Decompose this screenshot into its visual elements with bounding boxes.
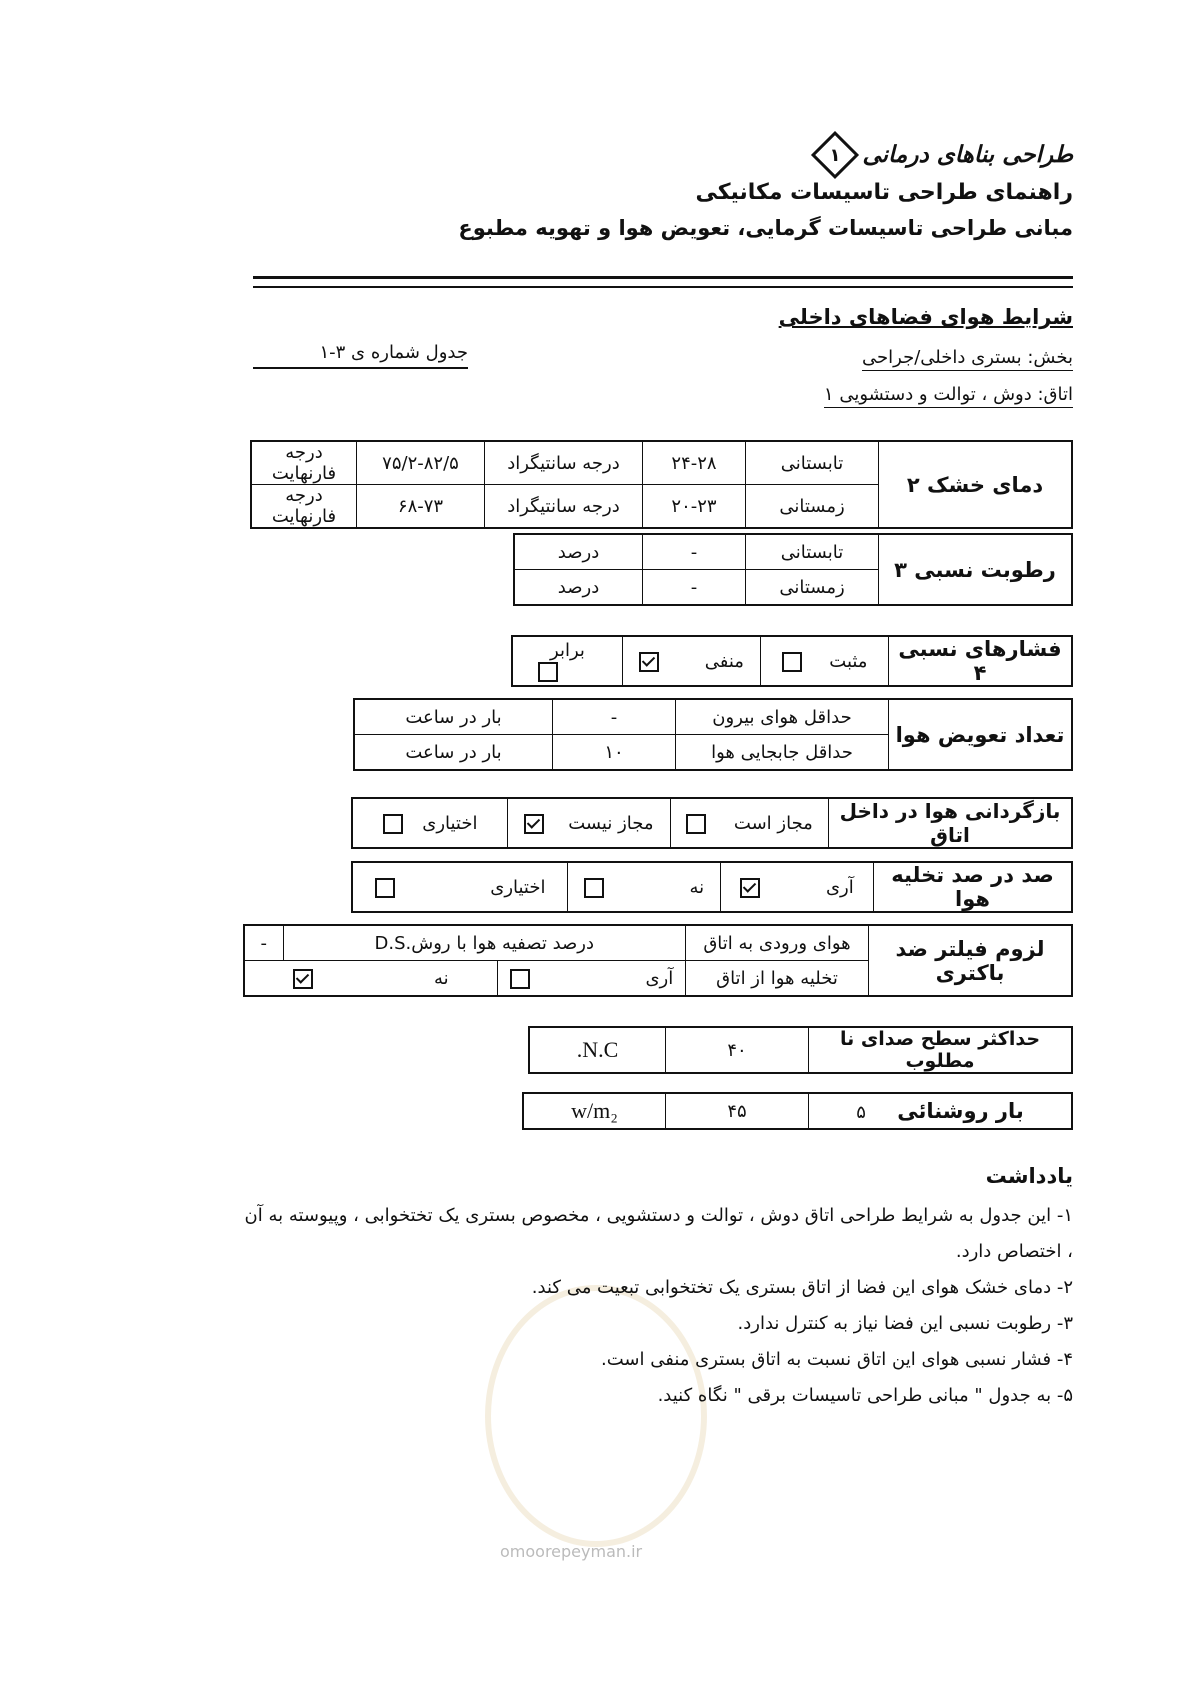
option-label: آری bbox=[645, 967, 674, 989]
option-label: نه bbox=[689, 876, 705, 898]
fahrenheit-unit: درجه فارنهایت bbox=[251, 485, 357, 529]
table-row bbox=[352, 862, 1072, 912]
humidity-table bbox=[513, 533, 1073, 606]
subject-title: مبانی طراحی تاسیسات گرمایی، تعویض هوا و تهویه مطبوع bbox=[458, 216, 1073, 240]
season-cell: تابستانی bbox=[746, 441, 879, 485]
exhaust-table bbox=[351, 861, 1073, 913]
filter-supply-value: - bbox=[244, 925, 283, 961]
fahrenheit-unit: درجه فارنهایت bbox=[251, 441, 357, 485]
noise-label: حداکثر سطح صدای نا مطلوب bbox=[809, 1027, 1073, 1073]
checkbox-icon[interactable] bbox=[383, 814, 403, 834]
humidity-value: - bbox=[643, 534, 746, 570]
filter-exhaust: تخلیه هوا از اتاق bbox=[686, 961, 869, 997]
note-item: ۴- فشار نسبی هوای این اتاق نسبت به اتاق بستری منفی است. bbox=[601, 1349, 1073, 1370]
option-label: منفی bbox=[704, 650, 744, 672]
lighting-note-ref: ۵ bbox=[856, 1102, 866, 1123]
air-changes-table bbox=[353, 698, 1073, 771]
pressure-table bbox=[511, 635, 1073, 687]
fahrenheit-value: ۷۵/۲-۸۲/۵ bbox=[357, 441, 485, 485]
note-item: ۵- به جدول " مبانی طراحی تاسیسات برقی " نگاه کنید. bbox=[657, 1385, 1073, 1406]
filter-label: لزوم فیلتر ضد باکتری bbox=[869, 925, 1073, 996]
filter-option-yes bbox=[498, 961, 686, 997]
checkbox-icon[interactable] bbox=[584, 878, 604, 898]
lighting-unit: w/m₂ bbox=[523, 1093, 666, 1129]
table-row bbox=[514, 534, 1072, 570]
exhaust-option-yes bbox=[721, 862, 874, 912]
lighting-label: بار روشنائی bbox=[897, 1099, 1024, 1123]
humidity-unit: درصد bbox=[514, 570, 643, 606]
note-item: ۳- رطوبت نسبی این فضا نیاز به کنترل ندارد. bbox=[737, 1313, 1073, 1334]
air-change-value: ۱۰ bbox=[553, 735, 676, 771]
air-change-unit: بار در ساعت bbox=[354, 699, 553, 735]
air-change-unit: بار در ساعت bbox=[354, 735, 553, 771]
pressure-option-negative bbox=[623, 636, 761, 686]
room-label: اتاق: دوش ، توالت و دستشویی ۱ bbox=[824, 384, 1073, 408]
celsius-value: ۲۴-۲۸ bbox=[643, 441, 746, 485]
table-row bbox=[352, 798, 1072, 848]
watermark-text: omoorepeyman.ir bbox=[500, 1542, 643, 1561]
humidity-value: - bbox=[643, 570, 746, 606]
exhaust-option-no bbox=[568, 862, 721, 912]
filter-table bbox=[243, 924, 1073, 997]
note-item: ۱- این جدول به شرایط طراحی اتاق دوش ، توالت و دستشویی ، مخصوص بستری یک تختخوابی ، وپیوسته به آن ، اختصاص دارد. bbox=[244, 1205, 1073, 1262]
lighting-value: ۴۵ bbox=[666, 1093, 809, 1129]
season-cell: زمستانی bbox=[746, 570, 879, 606]
book-title bbox=[804, 138, 1073, 172]
option-label: اختیاری bbox=[490, 876, 546, 898]
humidity-unit: درصد bbox=[514, 534, 643, 570]
noise-value: ۴۰ bbox=[666, 1027, 809, 1073]
fahrenheit-value: ۶۸-۷۳ bbox=[357, 485, 485, 529]
table-row bbox=[244, 925, 1072, 961]
checkbox-icon[interactable] bbox=[375, 878, 395, 898]
dry-temp-label: دمای خشک ۲ bbox=[879, 441, 1073, 528]
table-row bbox=[512, 636, 1072, 686]
checked-checkbox-icon[interactable] bbox=[740, 878, 760, 898]
table-number: جدول شماره ی ۳-۱ bbox=[253, 342, 468, 369]
checked-checkbox-icon[interactable] bbox=[293, 969, 313, 989]
humidity-label: رطوبت نسبی ۳ bbox=[879, 534, 1073, 605]
notes-section bbox=[243, 1158, 1073, 1414]
option-label: آری bbox=[825, 876, 854, 898]
checkbox-icon[interactable] bbox=[538, 662, 558, 682]
section-title: شرایط هوای فضاهای داخلی bbox=[778, 305, 1073, 329]
book-number-badge bbox=[811, 131, 859, 179]
pressure-option-equal bbox=[512, 636, 623, 686]
season-cell: تابستانی bbox=[746, 534, 879, 570]
celsius-value: ۲۰-۲۳ bbox=[643, 485, 746, 529]
lighting-label-cell bbox=[809, 1093, 1073, 1129]
noise-unit: N.C. bbox=[529, 1027, 666, 1073]
header-rule bbox=[253, 276, 1073, 288]
exhaust-label: صد در صد تخلیه هوا bbox=[874, 862, 1073, 912]
air-change-name: حداقل هوای بیرون bbox=[676, 699, 889, 735]
dry-temp-table bbox=[250, 440, 1073, 529]
book-title-text: طراحی بناهای درمانی bbox=[862, 142, 1073, 168]
option-label: مثبت bbox=[829, 650, 868, 672]
department-label: بخش: بستری داخلی/جراحی bbox=[862, 347, 1073, 371]
table-row bbox=[529, 1027, 1072, 1073]
recirc-option-allowed bbox=[671, 798, 829, 848]
table-row bbox=[251, 441, 1072, 485]
option-label: نه bbox=[434, 967, 449, 989]
option-label: مجاز است bbox=[733, 812, 813, 834]
noise-table bbox=[528, 1026, 1073, 1074]
recirc-option-optional bbox=[352, 798, 508, 848]
checked-checkbox-icon[interactable] bbox=[639, 652, 659, 672]
recirculation-table bbox=[351, 797, 1073, 849]
book-number: ۱ bbox=[829, 144, 841, 166]
air-change-name: حداقل جابجایی هوا bbox=[676, 735, 889, 771]
lighting-table bbox=[522, 1092, 1073, 1130]
air-changes-label: تعداد تعویض هوا bbox=[889, 699, 1073, 770]
option-label: مجاز نیست bbox=[568, 812, 654, 834]
celsius-unit: درجه سانتیگراد bbox=[485, 441, 643, 485]
exhaust-option-optional bbox=[352, 862, 568, 912]
option-label: برابر bbox=[550, 640, 585, 661]
recirculation-label: بازگردانی هوا در داخل اتاق bbox=[829, 798, 1073, 848]
air-change-value: - bbox=[553, 699, 676, 735]
celsius-unit: درجه سانتیگراد bbox=[485, 485, 643, 529]
filter-supply-desc: درصد تصفیه هوا با روش.D.S bbox=[283, 925, 685, 961]
notes-title: یادداشت bbox=[985, 1164, 1073, 1188]
table-row bbox=[523, 1093, 1072, 1129]
note-item: ۲- دمای خشک هوای این فضا از اتاق بستری یک تختخوابی تبعیت می کند. bbox=[531, 1277, 1073, 1298]
guide-title: راهنمای طراحی تاسیسات مکانیکی bbox=[695, 180, 1073, 205]
pressure-option-positive bbox=[761, 636, 889, 686]
checkbox-icon[interactable] bbox=[510, 969, 530, 989]
season-cell: زمستانی bbox=[746, 485, 879, 529]
table-row bbox=[354, 699, 1072, 735]
option-label: اختیاری bbox=[422, 812, 478, 834]
filter-supply: هوای ورودی به اتاق bbox=[686, 925, 869, 961]
checked-checkbox-icon[interactable] bbox=[524, 814, 544, 834]
recirc-option-not-allowed bbox=[508, 798, 671, 848]
checkbox-icon[interactable] bbox=[782, 652, 802, 672]
checkbox-icon[interactable] bbox=[686, 814, 706, 834]
pressure-label: فشارهای نسبی ۴ bbox=[889, 636, 1073, 686]
filter-option-no bbox=[244, 961, 498, 997]
